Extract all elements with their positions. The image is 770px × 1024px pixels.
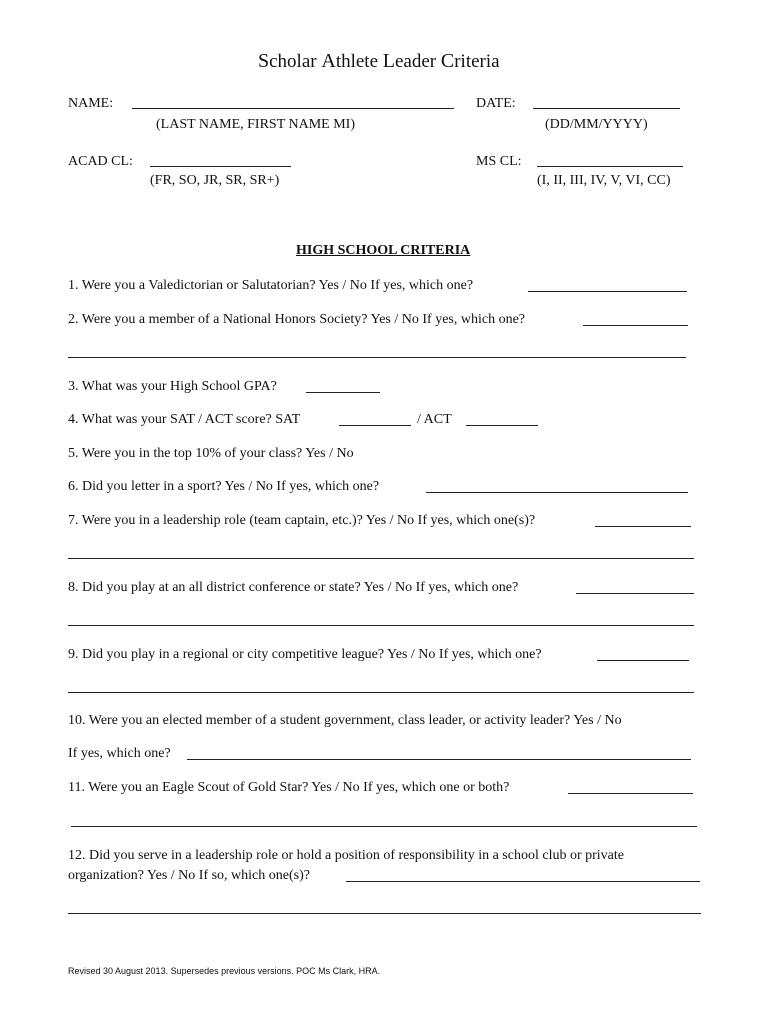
date-label: DATE: [476, 96, 516, 111]
question-9-answer[interactable] [597, 660, 689, 661]
question-8: 8. Did you play at an all district conference or state? Yes / No If yes, which one? [68, 580, 519, 595]
question-6: 6. Did you letter in a sport? Yes / No If yes, which one? [68, 479, 380, 494]
ms-class-hint: (I, II, III, IV, V, VI, CC) [537, 173, 671, 188]
question-10: 10. Were you an elected member of a student government, class leader, or activity leader? Yes / No [68, 713, 622, 728]
question-10-followup: If yes, which one? [68, 746, 171, 761]
question-4: 4. What was your SAT / ACT score? SAT [68, 412, 301, 427]
question-2-answer-continued[interactable] [68, 357, 686, 358]
question-7-answer[interactable] [595, 526, 691, 527]
question-12-answer[interactable] [346, 881, 700, 882]
question-7-answer-continued[interactable] [68, 558, 694, 559]
question-5: 5. Were you in the top 10% of your class? Yes / No [68, 446, 354, 461]
question-6-answer[interactable] [426, 492, 688, 493]
question-2: 2. Were you a member of a National Honors Society? Yes / No If yes, which one? [68, 312, 526, 327]
ms-class-label: MS CL: [476, 154, 522, 169]
question-12: 12. Did you serve in a leadership role or hold a position of responsibility in a school club or private [68, 848, 624, 863]
date-hint: (DD/MM/YYYY) [545, 117, 648, 132]
name-hint: (LAST NAME, FIRST NAME MI) [156, 117, 355, 132]
question-8-answer-continued[interactable] [68, 625, 694, 626]
page-title: Scholar Athlete Leader Criteria [258, 50, 500, 72]
question-7: 7. Were you in a leadership role (team captain, etc.)? Yes / No If yes, which one(s)? [68, 513, 536, 528]
name-field[interactable] [132, 108, 454, 109]
question-9-answer-continued[interactable] [68, 692, 694, 693]
question-12-answer-continued[interactable] [68, 913, 701, 914]
question-11-answer[interactable] [568, 793, 693, 794]
question-10-answer[interactable] [187, 759, 691, 760]
ms-class-field[interactable] [537, 166, 683, 167]
acad-class-label: ACAD CL: [68, 154, 133, 169]
question-11: 11. Were you an Eagle Scout of Gold Star? Yes / No If yes, which one or both? [68, 780, 510, 795]
question-2-answer[interactable] [583, 325, 688, 326]
act-score-field[interactable] [466, 425, 538, 426]
question-12-continued: organization? Yes / No If so, which one(s)? [68, 868, 310, 883]
act-label: / ACT [417, 412, 452, 427]
acad-class-hint: (FR, SO, JR, SR, SR+) [150, 173, 280, 188]
question-1: 1. Were you a Valedictorian or Salutatorian? Yes / No If yes, which one? [68, 278, 474, 293]
section-heading: HIGH SCHOOL CRITERIA [296, 243, 471, 258]
revision-footer: Revised 30 August 2013. Supersedes previous versions. POC Ms Clark, HRA. [68, 966, 381, 976]
sat-score-field[interactable] [339, 425, 411, 426]
question-3-answer[interactable] [306, 392, 380, 393]
date-field[interactable] [533, 108, 680, 109]
question-1-answer[interactable] [528, 291, 687, 292]
question-9: 9. Did you play in a regional or city competitive league? Yes / No If yes, which one? [68, 647, 542, 662]
name-label: NAME: [68, 96, 114, 111]
question-8-answer[interactable] [576, 593, 694, 594]
question-3: 3. What was your High School GPA? [68, 379, 277, 394]
question-11-answer-continued[interactable] [71, 826, 697, 827]
acad-class-field[interactable] [150, 166, 291, 167]
